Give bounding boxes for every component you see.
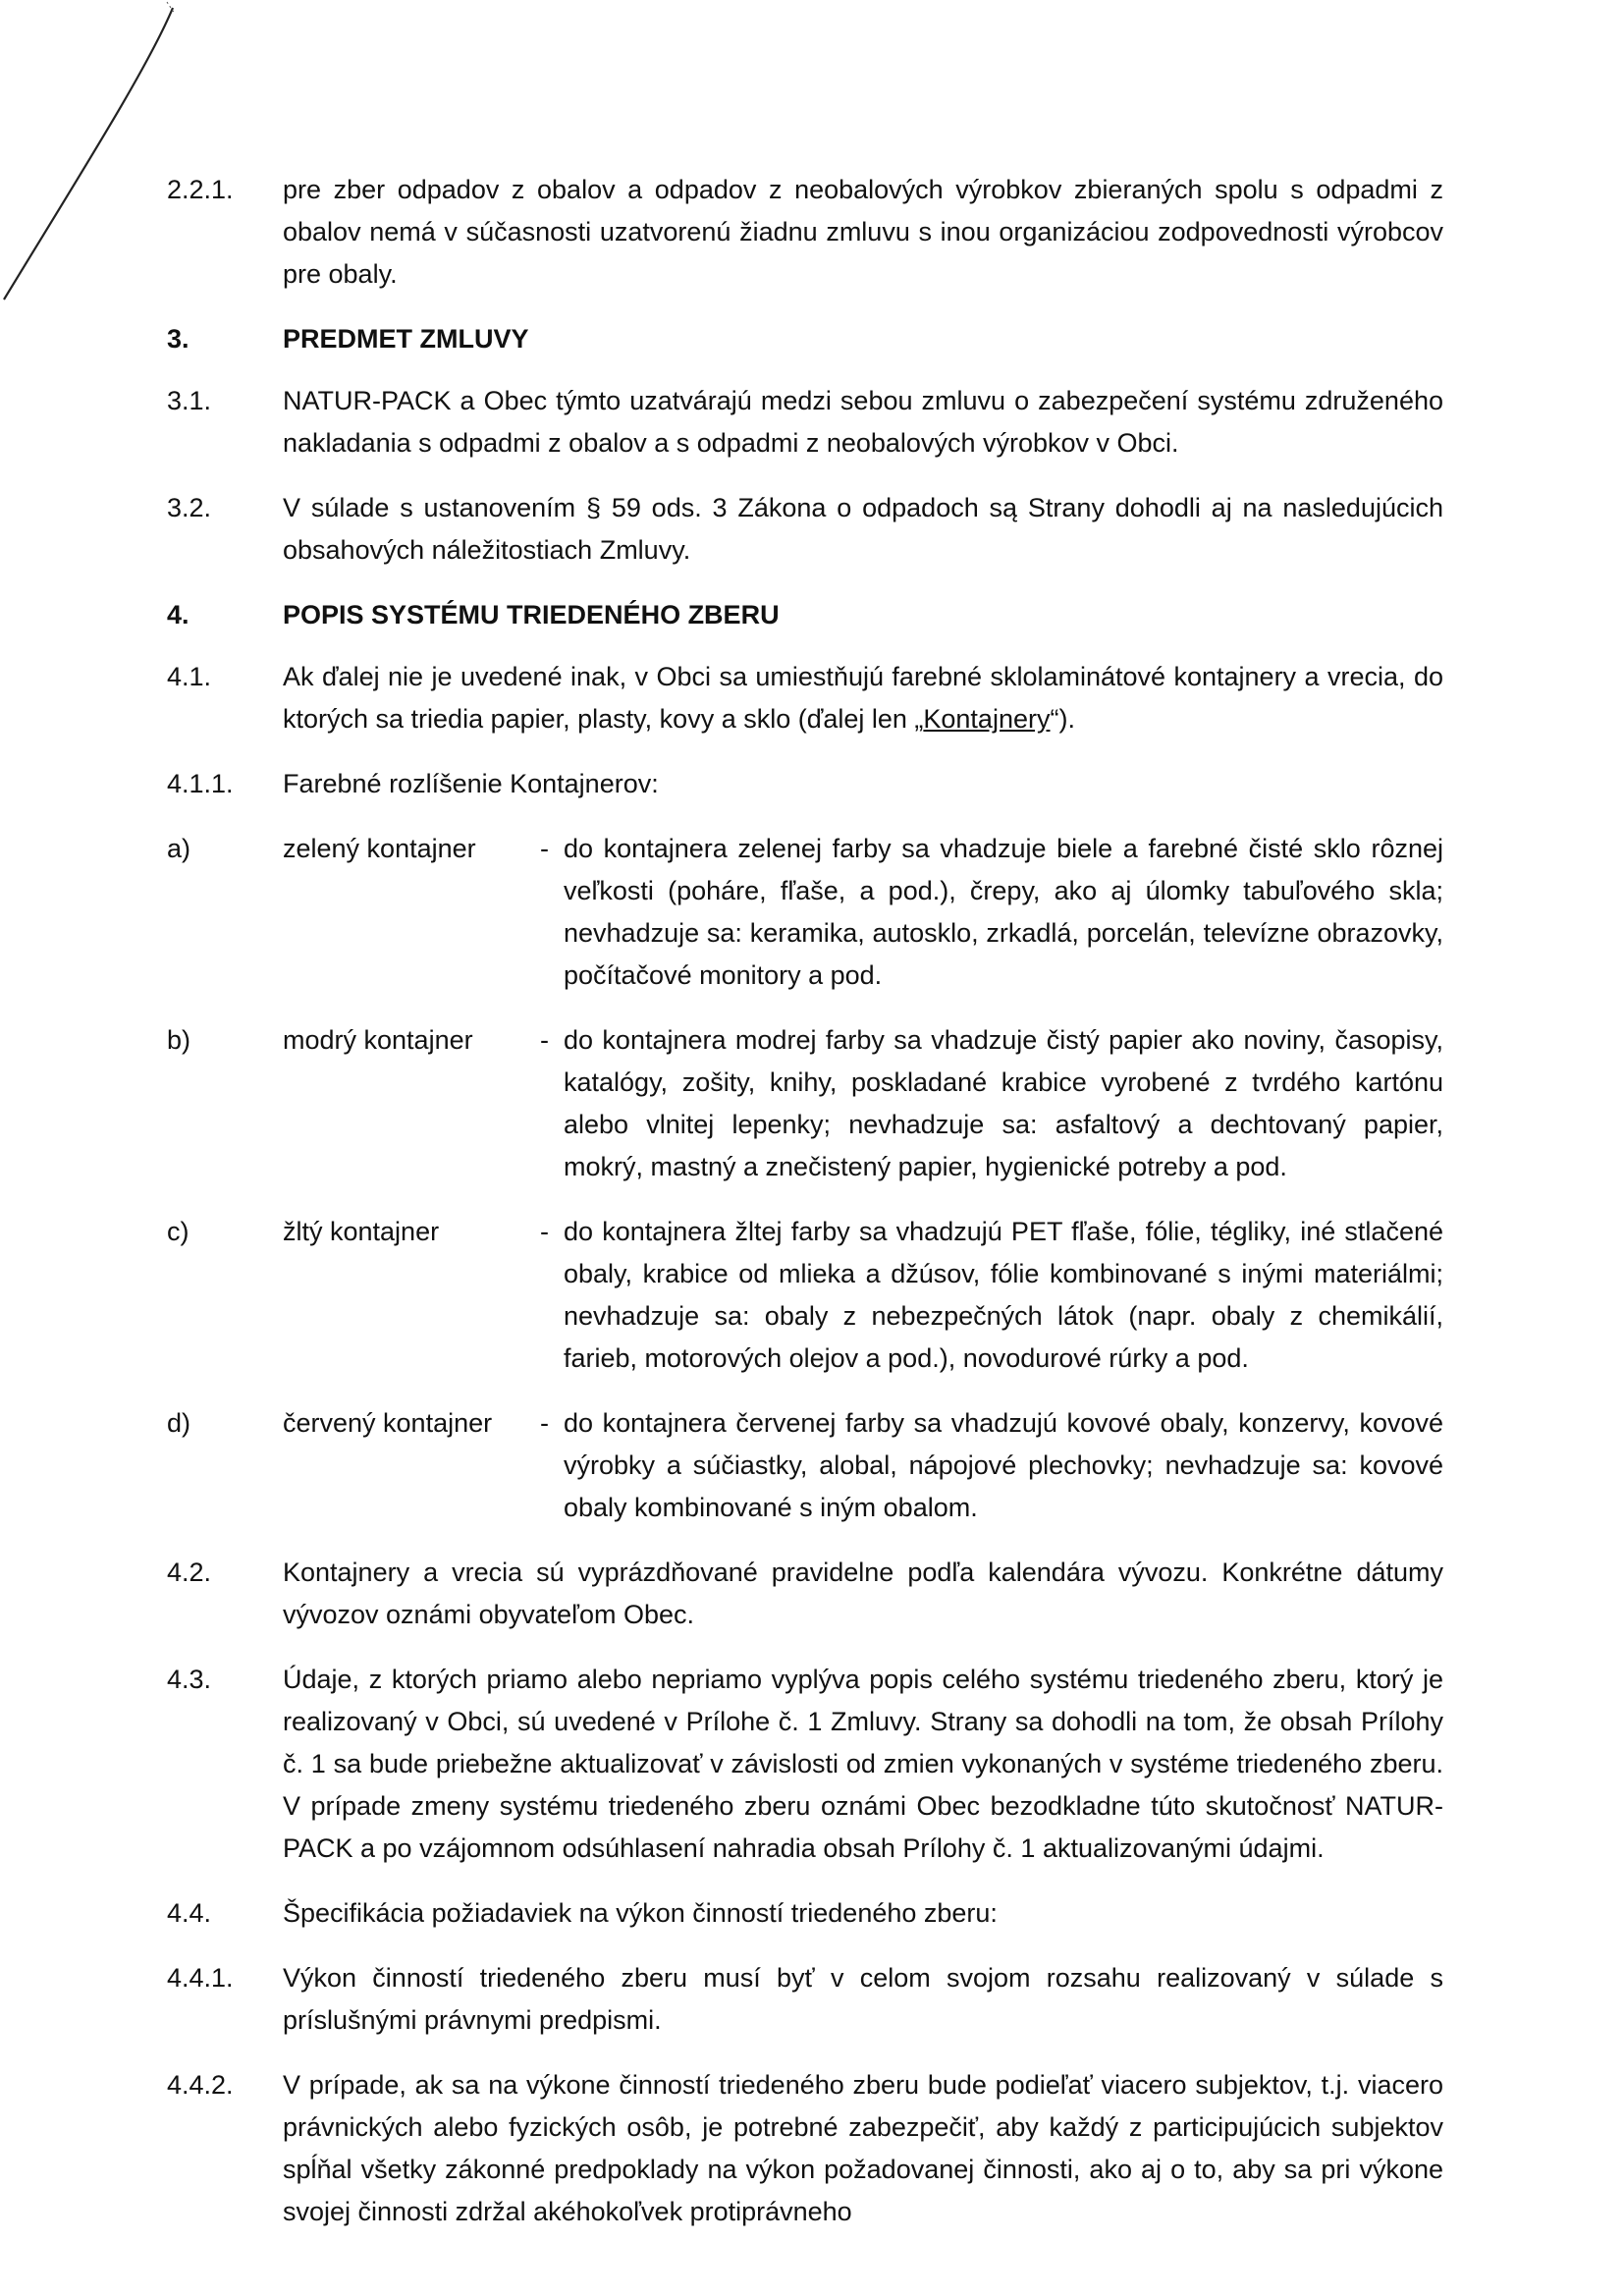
item-dash: - <box>540 834 549 863</box>
item-letter: b) <box>167 1025 191 1055</box>
item-letter: d) <box>167 1408 191 1438</box>
item-label: zelený kontajner <box>283 834 476 863</box>
clause-text <box>283 656 1443 740</box>
clause-number: 4.4. <box>167 1898 212 1928</box>
clause-number: 3.1. <box>167 386 212 415</box>
clause-number: 4.1. <box>167 662 212 691</box>
clause-text: pre zber odpadov z obalov a odpadov z neobalových výrobkov zbieraných spolu s odpadmi z obalov nemá v súčasnosti uzatvorenú žiadnu zmluvu s inou organizáciou zodpovednosti výrobcov pre obaly. <box>283 175 1443 289</box>
clause-text: NATUR-PACK a Obec týmto uzatvárajú medzi sebou zmluvu o zabezpečení systému združeného nakladania s odpadmi z obalov a s odpadmi z neobalových výrobkov v Obci. <box>283 386 1443 458</box>
clause-number: 2.2.1. <box>167 175 234 204</box>
section-number: 4. <box>167 600 189 629</box>
clause-number: 4.3. <box>167 1665 212 1694</box>
clause-4-4 <box>167 1892 1443 1935</box>
clause-number: 4.4.1. <box>167 1963 234 1993</box>
clause-text: V súlade s ustanovením § 59 ods. 3 Zákona o odpadoch są Strany dohodli aj na nasledujúcich obsahových náležitostiach Zmluvy. <box>283 493 1443 565</box>
item-dash: - <box>540 1408 549 1438</box>
clause-3-2 <box>167 487 1443 572</box>
clause-text: Údaje, z ktorých priamo alebo nepriamo vyplýva popis celého systému triedeného zberu, ktorý je realizovaný v Obci, sú uvedené v Prílohe č. 1 Zmluvy. Strany sa dohodli na tom, že obsah Prílohy č. 1 sa bude priebežne aktualizovať v závislosti od zmien vykonaných v systéme triedeného zberu. V prípade zmeny systému triedeného zberu oznámi Obec bezodkladne túto skutočnosť NATUR-PACK a po vzájomnom odsúhlasení nahradia obsah Prílohy č. 1 aktualizovanými údajmi. <box>283 1665 1443 1863</box>
clause-text: Výkon činností triedeného zberu musí byť v celom svojom rozsahu realizovaný v súlade s príslušnými právnymi predpismi. <box>283 1963 1443 2035</box>
clause-number: 3.2. <box>167 493 212 522</box>
item-letter: a) <box>167 834 191 863</box>
clause-4-4-2 <box>167 2064 1443 2233</box>
defined-term-kontajnery: Kontajnery <box>923 704 1051 734</box>
item-label: žltý kontajner <box>283 1217 440 1246</box>
section-heading-3 <box>167 318 1443 360</box>
clause-4-1-1 <box>167 763 1443 805</box>
list-item-red-container <box>167 1402 1443 1529</box>
clause-number: 4.2. <box>167 1558 212 1587</box>
section-number: 3. <box>167 324 189 354</box>
section-title: POPIS SYSTÉMU TRIEDENÉHO ZBERU <box>283 600 780 629</box>
item-dash: - <box>540 1025 549 1055</box>
section-heading-4 <box>167 594 1443 636</box>
item-description: do kontajnera červenej farby sa vhadzujú kovové obaly, konzervy, kovové výrobky a súčiastky, alobal, nápojové plechovky; nevhadzuje sa: kovové obaly kombinované s iným obalom. <box>564 1408 1443 1522</box>
clause-text-before: Ak ďalej nie je uvedené inak, v Obci sa umiestňujú farebné sklolaminátové kontajnery a vrecia, do ktorých sa triedia papier, plasty, kovy a sklo (ďalej len „ <box>283 662 1443 734</box>
item-letter: c) <box>167 1217 189 1246</box>
clause-text: Kontajnery a vrecia sú vyprázdňované pravidelne podľa kalendára vývozu. Konkrétne dátumy vývozov oznámi obyvateľom Obec. <box>283 1558 1443 1629</box>
section-title: PREDMET ZMLUVY <box>283 324 529 354</box>
item-description: do kontajnera modrej farby sa vhadzuje čistý papier ako noviny, časopisy, katalógy, zošity, knihy, poskladané krabice vyrobené z tvrdého kartónu alebo vlnitej lepenky; nevhadzuje sa: asfaltový a dechtovaný papier, mokrý, mastný a znečistený papier, hygienické potreby a pod. <box>564 1025 1443 1181</box>
item-description: do kontajnera zelenej farby sa vhadzuje biele a farebné čisté sklo rôznej veľkosti (poháre, fľaše, a pod.), črepy, ako aj úlomky tabuľového skla; nevhadzuje sa: keramika, autosklo, zrkadlá, porcelán, televízne obrazovky, počítačové monitory a pod. <box>564 834 1443 990</box>
list-item-yellow-container <box>167 1211 1443 1380</box>
clause-number: 4.4.2. <box>167 2070 234 2100</box>
clause-3-1 <box>167 380 1443 465</box>
item-label: modrý kontajner <box>283 1025 473 1055</box>
clause-4-4-1 <box>167 1957 1443 2042</box>
clause-4-1 <box>167 656 1443 740</box>
clause-text: V prípade, ak sa na výkone činností triedeného zberu bude podieľať viacero subjektov, t.j. viacero právnických alebo fyzických osôb, je potrebné zabezpečiť, aby každý z participujúcich subjektov spĺňal všetky zákonné predpoklady na výkon požadovanej činnosti, ako aj o to, aby sa pri výkone svojej činnosti zdržal akéhokoľvek protiprávneho <box>283 2070 1443 2226</box>
clause-text: Špecifikácia požiadaviek na výkon činností triedeného zberu: <box>283 1898 998 1928</box>
clause-4-2 <box>167 1552 1443 1636</box>
item-dash: - <box>540 1217 549 1246</box>
clause-text: Farebné rozlíšenie Kontajnerov: <box>283 769 659 798</box>
list-item-green-container <box>167 828 1443 997</box>
item-label: červený kontajner <box>283 1408 493 1438</box>
clause-number: 4.1.1. <box>167 769 234 798</box>
document-body <box>167 169 1443 2256</box>
list-item-blue-container <box>167 1019 1443 1188</box>
clause-2-2-1 <box>167 169 1443 296</box>
clause-4-3 <box>167 1659 1443 1870</box>
clause-text-after: “). <box>1050 704 1075 734</box>
item-description: do kontajnera žltej farby sa vhadzujú PET fľaše, fólie, tégliky, iné stlačené obaly, krabice od mlieka a džúsov, fólie kombinované s inými materiálmi; nevhadzuje sa: obaly z nebezpečných látok (napr. obaly z chemikálií, farieb, motorových olejov a pod.), novodurové rúrky a pod. <box>564 1217 1443 1373</box>
